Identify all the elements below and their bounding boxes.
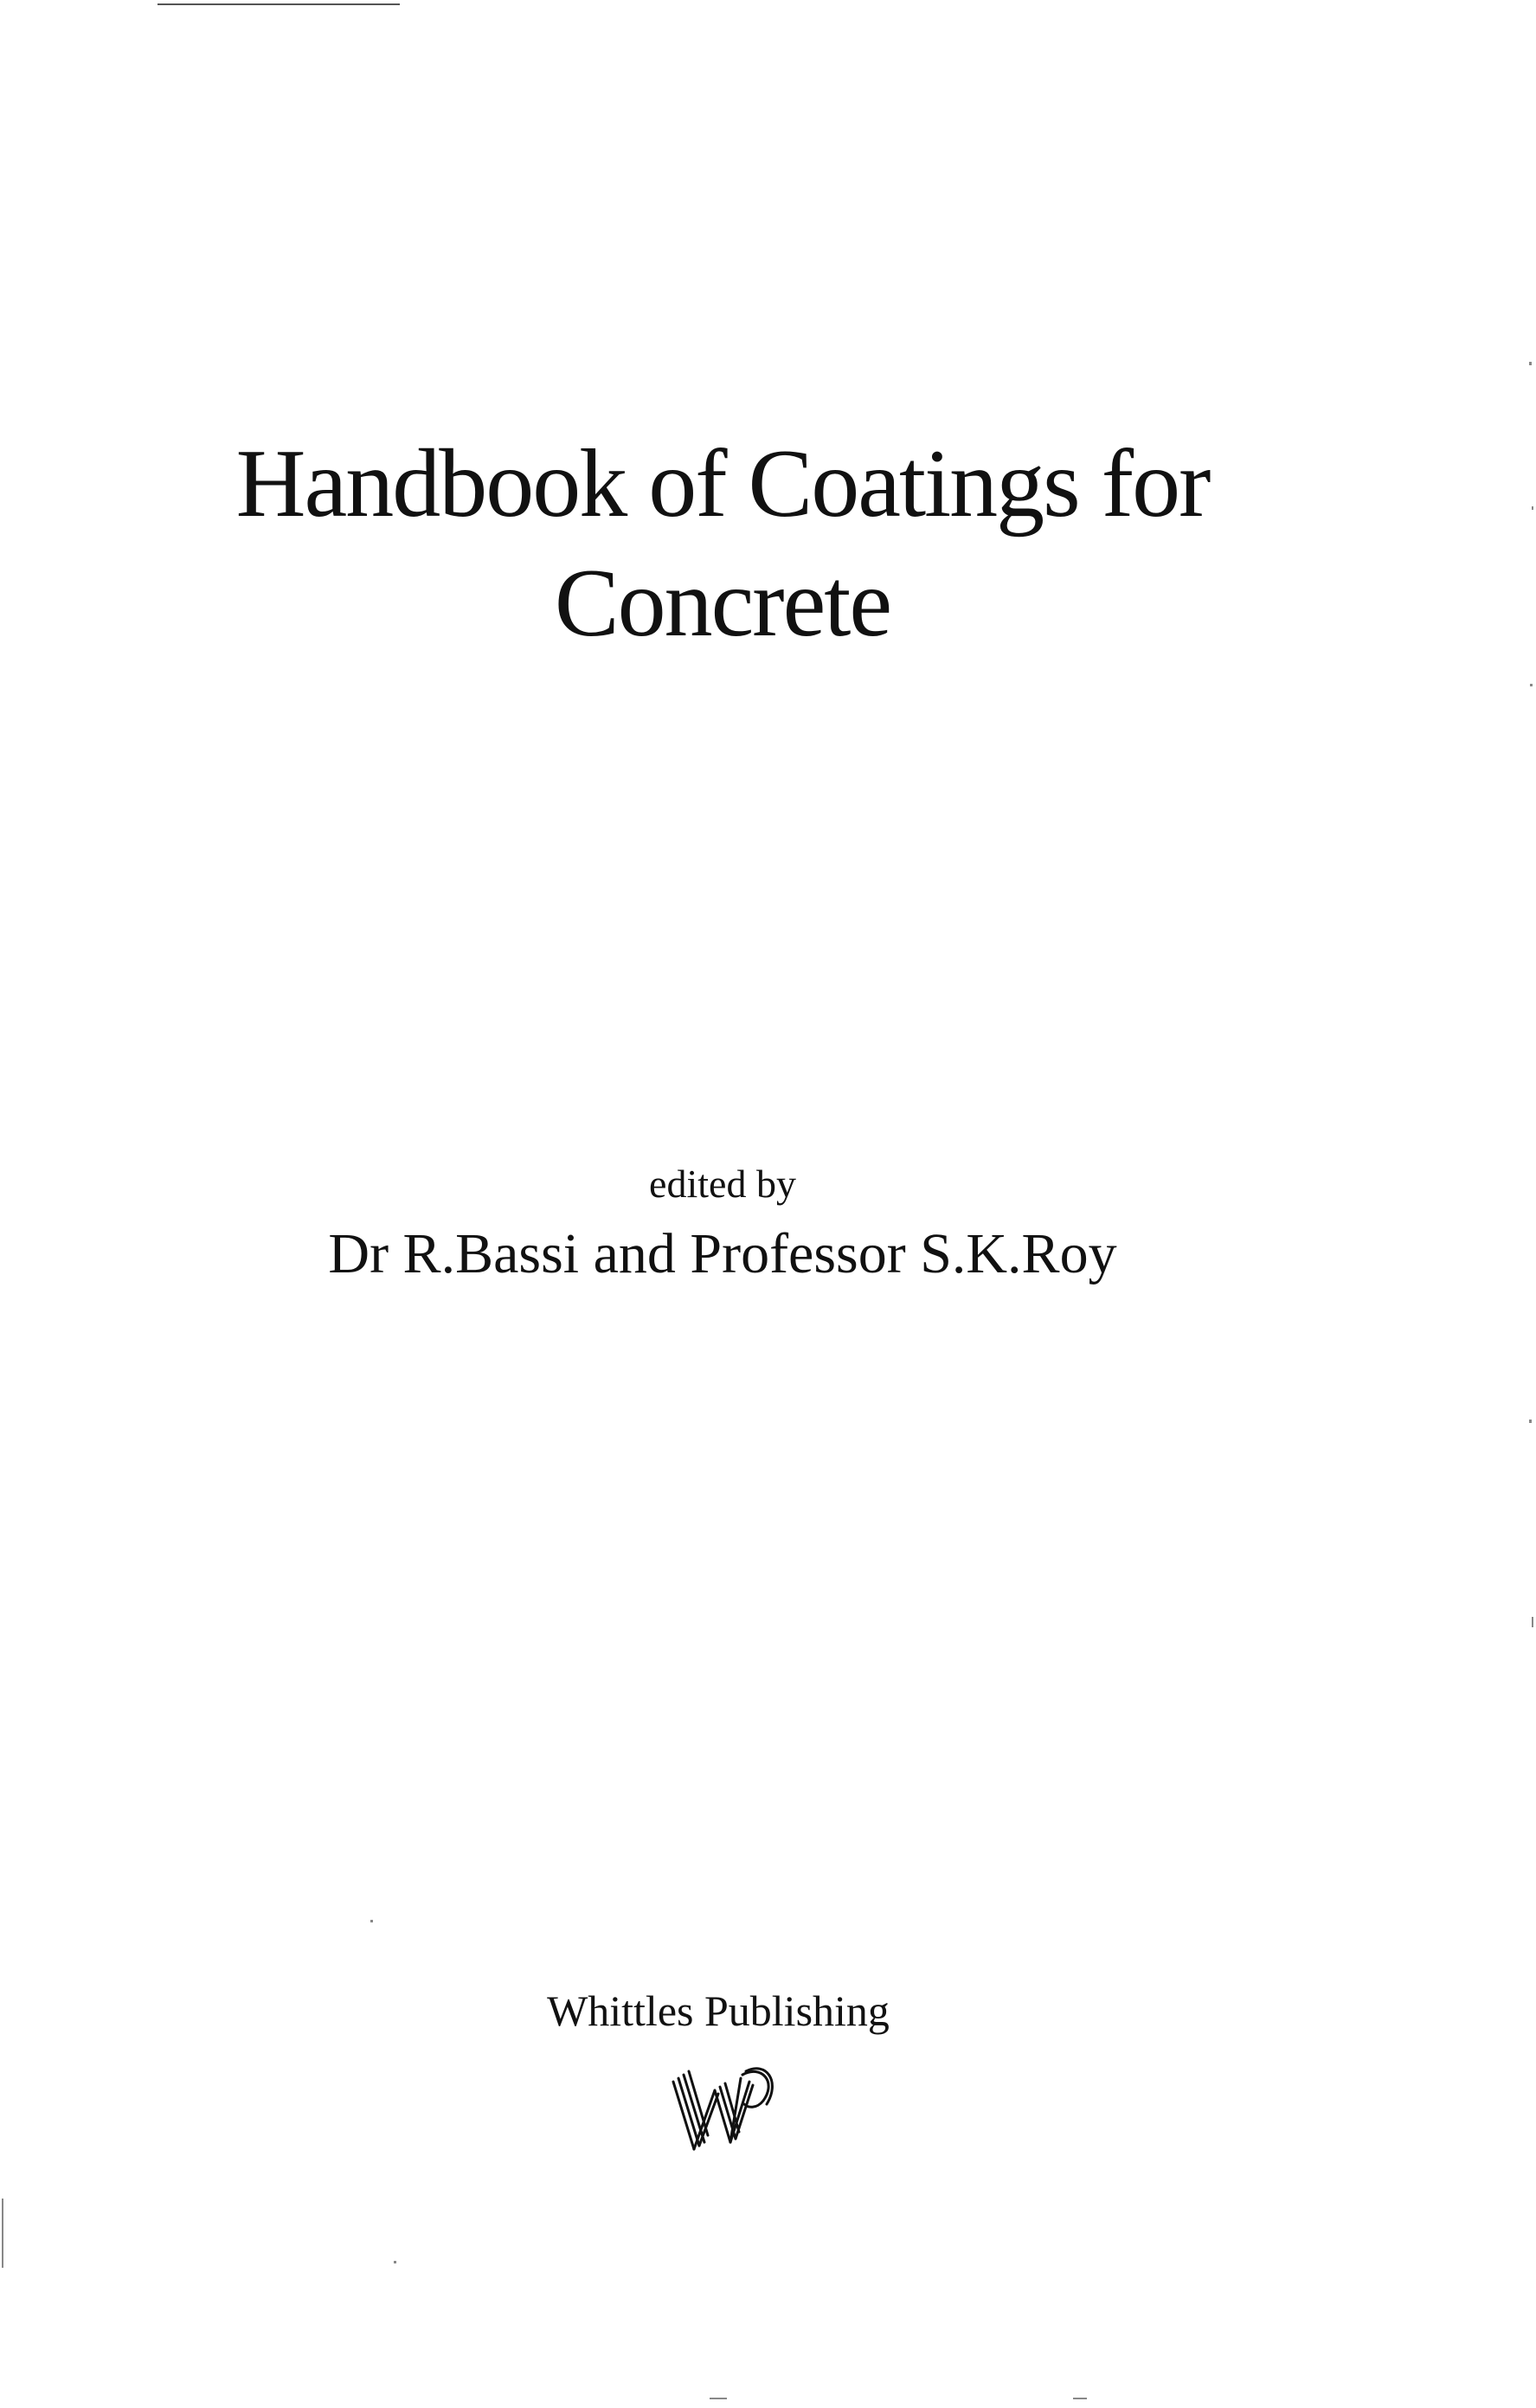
scan-speck <box>2 2199 3 2268</box>
wp-publisher-logo-icon <box>666 2056 779 2160</box>
scan-speck <box>394 2261 396 2263</box>
publisher-name: Whittles Publishing <box>547 1986 890 2035</box>
scan-speck <box>1532 1617 1533 1627</box>
publisher-credit <box>0 1982 1436 2039</box>
scan-speck <box>1529 362 1532 365</box>
editor-names: Dr R.Bassi and Professor S.K.Roy <box>328 1222 1117 1285</box>
scan-speck <box>710 2398 727 2399</box>
scan-speck <box>1073 2398 1087 2399</box>
title-line-2: Concrete <box>554 550 891 657</box>
book-title <box>0 424 1445 663</box>
scan-speck <box>1529 1420 1532 1423</box>
scan-speck <box>1530 684 1533 686</box>
scan-edge-line <box>157 3 400 5</box>
editor-credits <box>0 1158 1445 1293</box>
edited-by-label: edited by <box>649 1162 796 1206</box>
scan-speck <box>370 1920 373 1922</box>
title-line-1: Handbook of Coatings for <box>235 430 1210 538</box>
scan-speck <box>1532 506 1533 510</box>
